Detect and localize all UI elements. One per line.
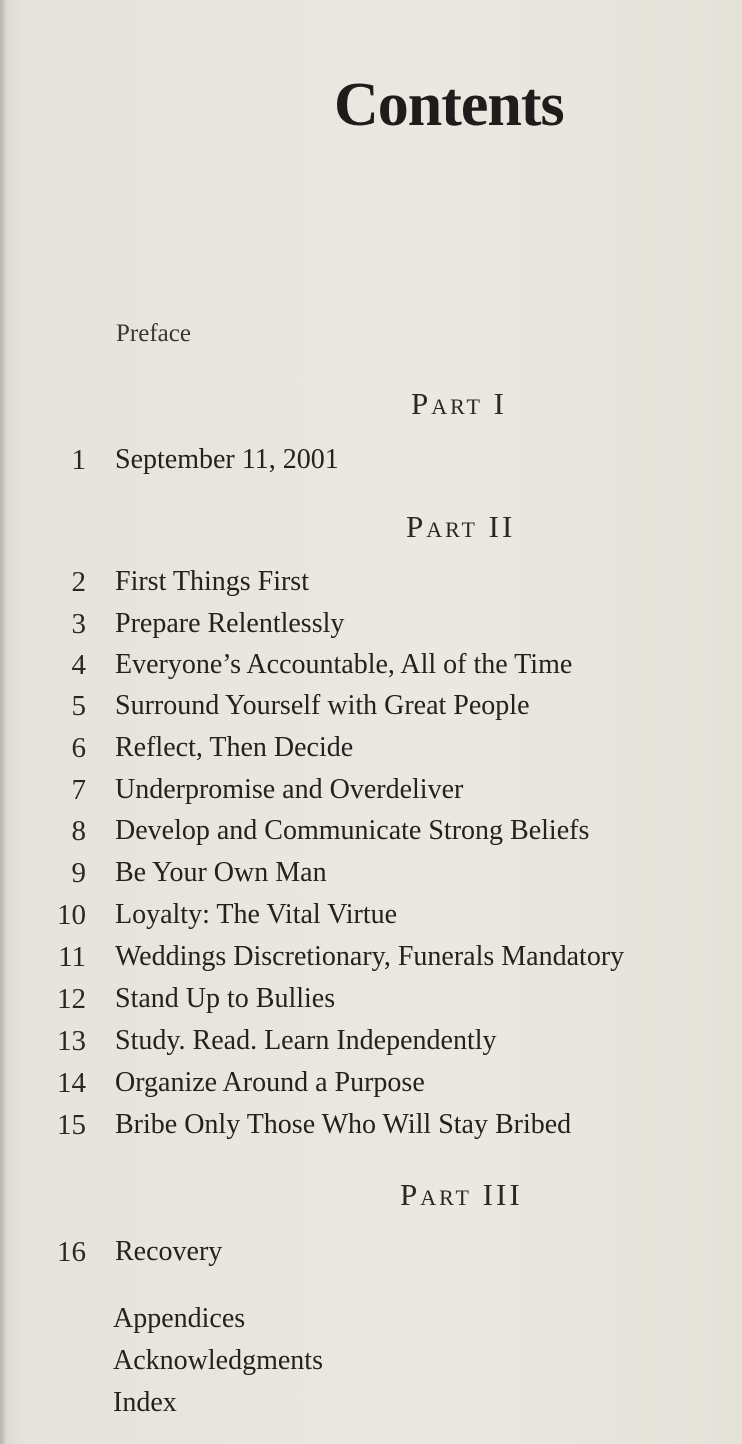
chapter-number: 13	[57, 1025, 86, 1057]
chapter-title: First Things First	[115, 566, 309, 597]
chapter-title: Reflect, Then Decide	[115, 732, 354, 763]
chapter-title: September 11, 2001	[115, 444, 339, 475]
chapter-number: 4	[71, 649, 86, 681]
chapter-number: 10	[57, 899, 86, 931]
toc-entry	[0, 686, 742, 726]
chapter-title: Loyalty: The Vital Virtue	[115, 899, 398, 930]
toc-entry	[0, 770, 742, 810]
toc-appendices: Appendices	[113, 1303, 246, 1334]
chapter-number: 3	[71, 608, 86, 640]
toc-entry	[0, 937, 742, 977]
chapter-number: 1	[71, 444, 86, 476]
chapter-title: Recovery	[115, 1236, 223, 1267]
toc-entry	[0, 811, 742, 851]
chapter-number: 6	[71, 732, 86, 764]
toc-entry	[0, 562, 742, 602]
page-title: Contents	[334, 71, 564, 139]
chapter-number: 15	[57, 1109, 86, 1141]
chapter-title: Prepare Relentlessly	[115, 608, 345, 639]
toc-entry	[0, 728, 742, 768]
toc-entry	[0, 645, 742, 685]
chapter-title: Be Your Own Man	[115, 857, 327, 888]
chapter-title: Organize Around a Purpose	[115, 1067, 425, 1098]
chapter-number: 11	[58, 941, 86, 973]
chapter-title: Stand Up to Bullies	[115, 983, 336, 1014]
chapter-number: 12	[57, 983, 86, 1015]
toc-entry	[0, 1105, 742, 1145]
toc-entry	[0, 1063, 742, 1103]
chapter-number: 16	[57, 1236, 86, 1268]
toc-index: Index	[113, 1387, 177, 1418]
chapter-title: Underpromise and Overdeliver	[115, 774, 464, 805]
toc-acknowledgments: Acknowledgments	[113, 1345, 323, 1376]
chapter-title: Surround Yourself with Great People	[115, 690, 530, 721]
chapter-title: Study. Read. Learn Independently	[115, 1025, 497, 1056]
toc-entry	[0, 979, 742, 1019]
chapter-number: 7	[71, 774, 86, 806]
toc-entry	[0, 440, 742, 480]
chapter-title: Bribe Only Those Who Will Stay Bribed	[115, 1109, 572, 1140]
chapter-number: 9	[71, 857, 86, 889]
part-heading-2: Part II	[406, 509, 516, 544]
chapter-title: Develop and Communicate Strong Beliefs	[115, 815, 590, 846]
toc-entry	[0, 604, 742, 644]
toc-entry	[0, 1232, 742, 1272]
part-heading-3: Part III	[400, 1177, 523, 1212]
toc-entry	[0, 853, 742, 893]
chapter-title: Weddings Discretionary, Funerals Mandatory	[115, 941, 625, 972]
chapter-title: Everyone’s Accountable, All of the Time	[115, 649, 573, 680]
toc-preface: Preface	[116, 320, 191, 347]
chapter-number: 8	[71, 815, 86, 847]
chapter-number: 2	[71, 566, 86, 598]
part-heading-1: Part I	[411, 386, 507, 421]
chapter-number: 5	[71, 690, 86, 722]
chapter-number: 14	[57, 1067, 86, 1099]
toc-entry	[0, 895, 742, 935]
toc-entry	[0, 1021, 742, 1061]
